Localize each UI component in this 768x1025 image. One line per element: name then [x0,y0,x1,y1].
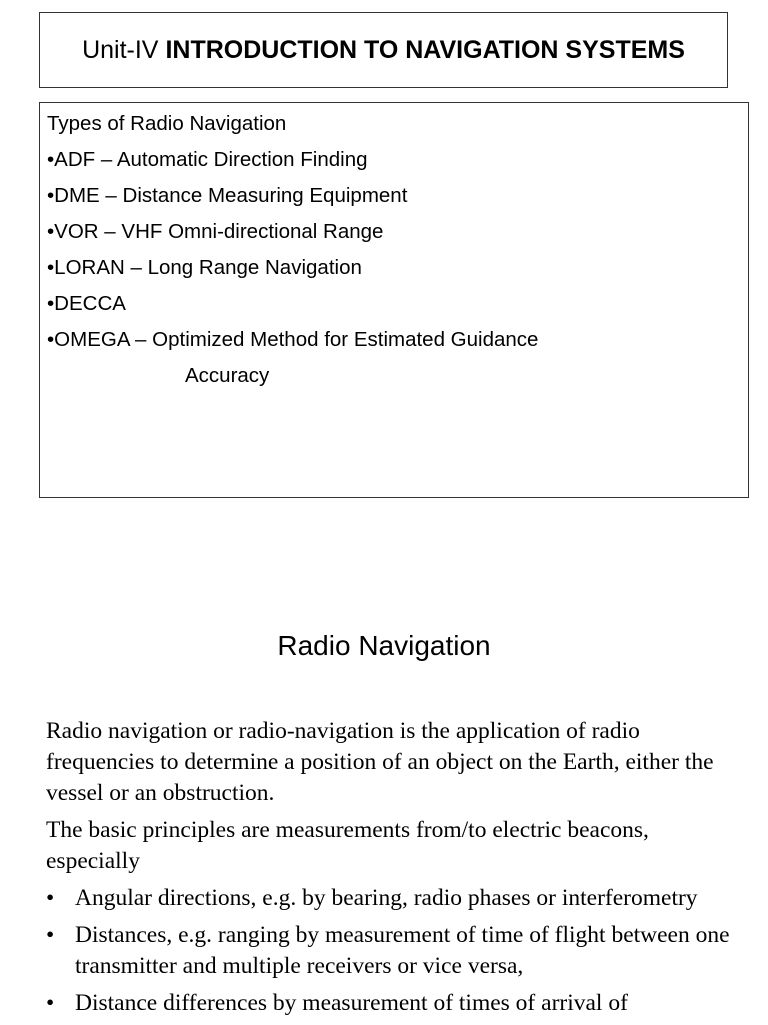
content-box [39,102,749,498]
body-text [46,716,746,1025]
bullet-marker: • [46,990,55,1016]
slide-title-box [39,12,728,88]
list-item-dme: •DME – Distance Measuring Equipment [47,184,408,207]
list-item-decca: •DECCA [47,292,126,315]
bullet-marker: • [46,922,55,948]
section-title: Radio Navigation [277,630,491,661]
list-item-vor: •VOR – VHF Omni-directional Range [47,220,384,243]
slide-title [82,36,685,65]
bullet-text: Angular directions, e.g. by bearing, radio phases or interferometry [75,885,698,911]
bullet-item-distances [46,920,746,982]
list-heading: Types of Radio Navigation [47,112,287,135]
title-prefix: Unit-IV [82,35,166,64]
paragraph-principles: The basic principles are measurements from/to electric beacons, especially [46,817,649,874]
list-item-omega: •OMEGA – Optimized Method for Estimated Guidance [47,328,539,351]
list-item-adf: •ADF – Automatic Direction Finding [47,148,368,171]
list-item-loran: •LORAN – Long Range Navigation [47,256,362,279]
list-item-omega-continuation: Accuracy [185,364,270,387]
bullet-item-angular [46,883,746,914]
bullet-text: Distances, e.g. ranging by measurement of time of flight between one transmitter and multiple receivers or vice versa, [75,922,730,979]
paragraph-definition: Radio navigation or radio-navigation is the application of radio frequencies to determine a position of an object on the Earth, either the vessel or an obstruction. [46,718,714,806]
title-bold: INTRODUCTION TO NAVIGATION SYSTEMS [165,35,685,64]
bullet-item-distance-differences [46,988,746,1019]
bullet-text: Distance differences by measurement of times of arrival of [75,990,628,1016]
bullet-marker: • [46,885,55,911]
